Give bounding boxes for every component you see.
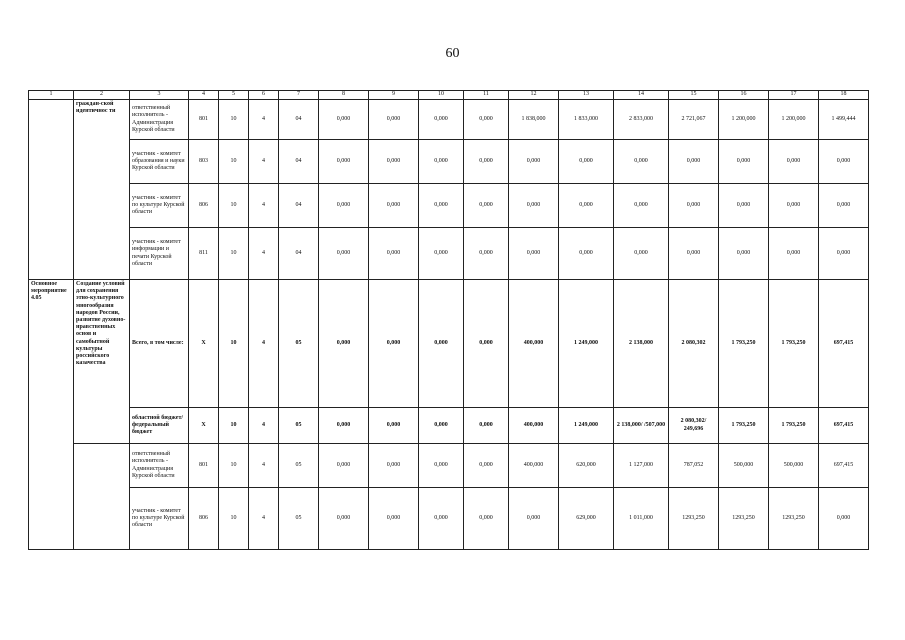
table-cell: 0,000 [319,408,369,444]
table-cell: 05 [279,280,319,408]
table-cell: 806 [189,488,219,550]
header-cell: 17 [769,91,819,100]
table-cell: 1 249,000 [559,408,614,444]
page-number: 60 [445,46,460,61]
table-cell: 10 [219,184,249,228]
table-row [29,100,869,140]
table-cell: 0,000 [369,488,419,550]
table-cell: 0,000 [559,228,614,280]
table-cell: 4 [249,408,279,444]
table-cell: 1 793,250 [769,408,819,444]
table-cell: 0,000 [319,140,369,184]
table-cell: 0,000 [319,280,369,408]
table-cell: 1 011,000 [614,488,669,550]
table-cell: 0,000 [464,408,509,444]
executor-cell: участник - комитет образования и науки Курской области [130,140,189,184]
table-cell: 0,000 [319,488,369,550]
table-cell: 4 [249,140,279,184]
executor-cell: областной бюджет/ федеральный бюджет [130,408,189,444]
table-cell: 1 249,000 [559,280,614,408]
table-cell: 400,000 [509,280,559,408]
table-cell: 0,000 [464,100,509,140]
header-cell: 3 [130,91,189,100]
table-cell: 787,052 [669,444,719,488]
table-cell: 806 [189,184,219,228]
table-cell: 1 127,000 [614,444,669,488]
table-cell: 4 [249,280,279,408]
table-cell: 0,000 [819,228,869,280]
executor-cell: ответственный исполнитель - Администрация Курской области [130,444,189,488]
table-cell: 0,000 [509,228,559,280]
table-cell: 1293,250 [669,488,719,550]
table-cell: 1 200,000 [719,100,769,140]
activity-code-cell [29,100,74,280]
table-cell: 04 [279,100,319,140]
executor-cell: участник - комитет информации и печати Курской области [130,228,189,280]
header-cell: 16 [719,91,769,100]
table-cell: 10 [219,408,249,444]
table-cell: 0,000 [464,140,509,184]
table-cell: 0,000 [419,444,464,488]
table-cell: 0,000 [819,488,869,550]
table-cell: X [189,408,219,444]
table-cell: 0,000 [669,228,719,280]
table-cell: 0,000 [509,184,559,228]
table-cell: 10 [219,280,249,408]
table-cell: 05 [279,444,319,488]
table-row [29,280,869,408]
table-cell: 0,000 [419,140,464,184]
table-cell: 1 833,000 [559,100,614,140]
table-cell: 803 [189,140,219,184]
table-cell: 0,000 [464,488,509,550]
table-cell: 0,000 [464,280,509,408]
table-cell: 0,000 [369,444,419,488]
table-cell: 0,000 [719,184,769,228]
executor-cell: участник - комитет по культуре Курской области [130,488,189,550]
executor-cell: участник - комитет по культуре Курской области [130,184,189,228]
table-cell: 4 [249,184,279,228]
table-cell: 697,415 [819,280,869,408]
table-cell: 04 [279,228,319,280]
table-cell: 10 [219,488,249,550]
header-cell: 11 [464,91,509,100]
header-row [29,91,869,100]
table-cell: 10 [219,100,249,140]
table-cell: 0,000 [769,184,819,228]
table-cell: 1 793,250 [769,280,819,408]
table-cell: 400,000 [509,444,559,488]
table-cell: 1 838,000 [509,100,559,140]
activity-name-cell: граждан-ской идентичнос ти [74,100,130,280]
table-cell: 0,000 [319,444,369,488]
table-cell: 0,000 [559,140,614,184]
table-cell: 697,415 [819,444,869,488]
table-cell: 04 [279,140,319,184]
executor-cell: ответственный исполнитель - Администрация Курской области [130,100,189,140]
table-row [29,408,869,444]
header-cell: 14 [614,91,669,100]
table-cell: 811 [189,228,219,280]
table-cell: 0,000 [369,100,419,140]
table-cell: 0,000 [369,408,419,444]
header-cell: 18 [819,91,869,100]
table-cell: 1 793,250 [719,280,769,408]
table-cell: 2 833,000 [614,100,669,140]
table-cell: 0,000 [319,100,369,140]
table-cell: 1293,250 [719,488,769,550]
table-cell: 801 [189,100,219,140]
table-cell: 2 080,302/ 249,696 [669,408,719,444]
header-cell: 9 [369,91,419,100]
table-cell: 620,000 [559,444,614,488]
table-cell: 500,000 [769,444,819,488]
header-cell: 10 [419,91,464,100]
header-cell: 13 [559,91,614,100]
table-cell: 0,000 [559,184,614,228]
table-cell: 0,000 [319,228,369,280]
table-row [29,488,869,550]
header-cell: 12 [509,91,559,100]
table-cell: 0,000 [464,228,509,280]
table-cell: 0,000 [719,228,769,280]
table-cell: 0,000 [669,184,719,228]
table-cell: 1 793,250 [719,408,769,444]
table-row [29,184,869,228]
table-cell: 0,000 [369,280,419,408]
table-cell: 0,000 [419,488,464,550]
table-cell: 4 [249,100,279,140]
header-cell: 6 [249,91,279,100]
table-cell: 0,000 [419,228,464,280]
table-cell: 0,000 [614,184,669,228]
table-cell: 10 [219,228,249,280]
header-cell: 4 [189,91,219,100]
table-cell: 0,000 [769,228,819,280]
table-cell: 2 080,302 [669,280,719,408]
table-cell: 0,000 [419,184,464,228]
table-cell: 0,000 [614,228,669,280]
table-cell: 0,000 [319,184,369,228]
table-cell: 0,000 [769,140,819,184]
table-cell: 0,000 [419,100,464,140]
header-cell: 7 [279,91,319,100]
table-cell: 05 [279,408,319,444]
activity-name-cell [74,444,130,550]
table-cell: 0,000 [614,140,669,184]
table-cell: 0,000 [369,140,419,184]
table-cell: 1293,250 [769,488,819,550]
table-cell: 1 499,444 [819,100,869,140]
table-cell: 400,000 [509,408,559,444]
table-cell: 4 [249,228,279,280]
table-cell: 0,000 [369,184,419,228]
table-cell: 2 138,000 [614,280,669,408]
header-cell: 5 [219,91,249,100]
table-cell: 0,000 [464,444,509,488]
table-cell: 500,000 [719,444,769,488]
table-cell: 2 138,000/ /507,000 [614,408,669,444]
table-cell: 04 [279,184,319,228]
activity-name-cell: Создание условий для сохранения этно-культурного многообразия народов России, развитие духовно-нравственных основ и самобытной культуры российского казачества [74,280,130,444]
table-cell: 2 721,067 [669,100,719,140]
table-cell: 0,000 [819,184,869,228]
header-cell: 8 [319,91,369,100]
header-cell: 15 [669,91,719,100]
table-cell: 801 [189,444,219,488]
header-cell: 2 [74,91,130,100]
table-cell: 4 [249,444,279,488]
table-cell: 10 [219,140,249,184]
budget-table [28,90,869,550]
table-cell: 10 [219,444,249,488]
table-cell: 0,000 [819,140,869,184]
header-cell: 1 [29,91,74,100]
table-cell: 1 200,000 [769,100,819,140]
table-cell: 4 [249,488,279,550]
table-cell: X [189,280,219,408]
activity-code-cell: Основное мероприятие 4.05 [29,280,74,550]
table-cell: 0,000 [419,408,464,444]
table-row [29,228,869,280]
executor-cell: Всего, в том числе: [130,280,189,408]
table-cell: 0,000 [669,140,719,184]
table-cell: 0,000 [369,228,419,280]
table-row [29,444,869,488]
table-cell: 0,000 [509,140,559,184]
table-cell: 05 [279,488,319,550]
table-cell: 629,000 [559,488,614,550]
table-cell: 0,000 [719,140,769,184]
table-cell: 0,000 [509,488,559,550]
table-cell: 0,000 [464,184,509,228]
table-cell: 0,000 [419,280,464,408]
table-cell: 697,415 [819,408,869,444]
table-row [29,140,869,184]
